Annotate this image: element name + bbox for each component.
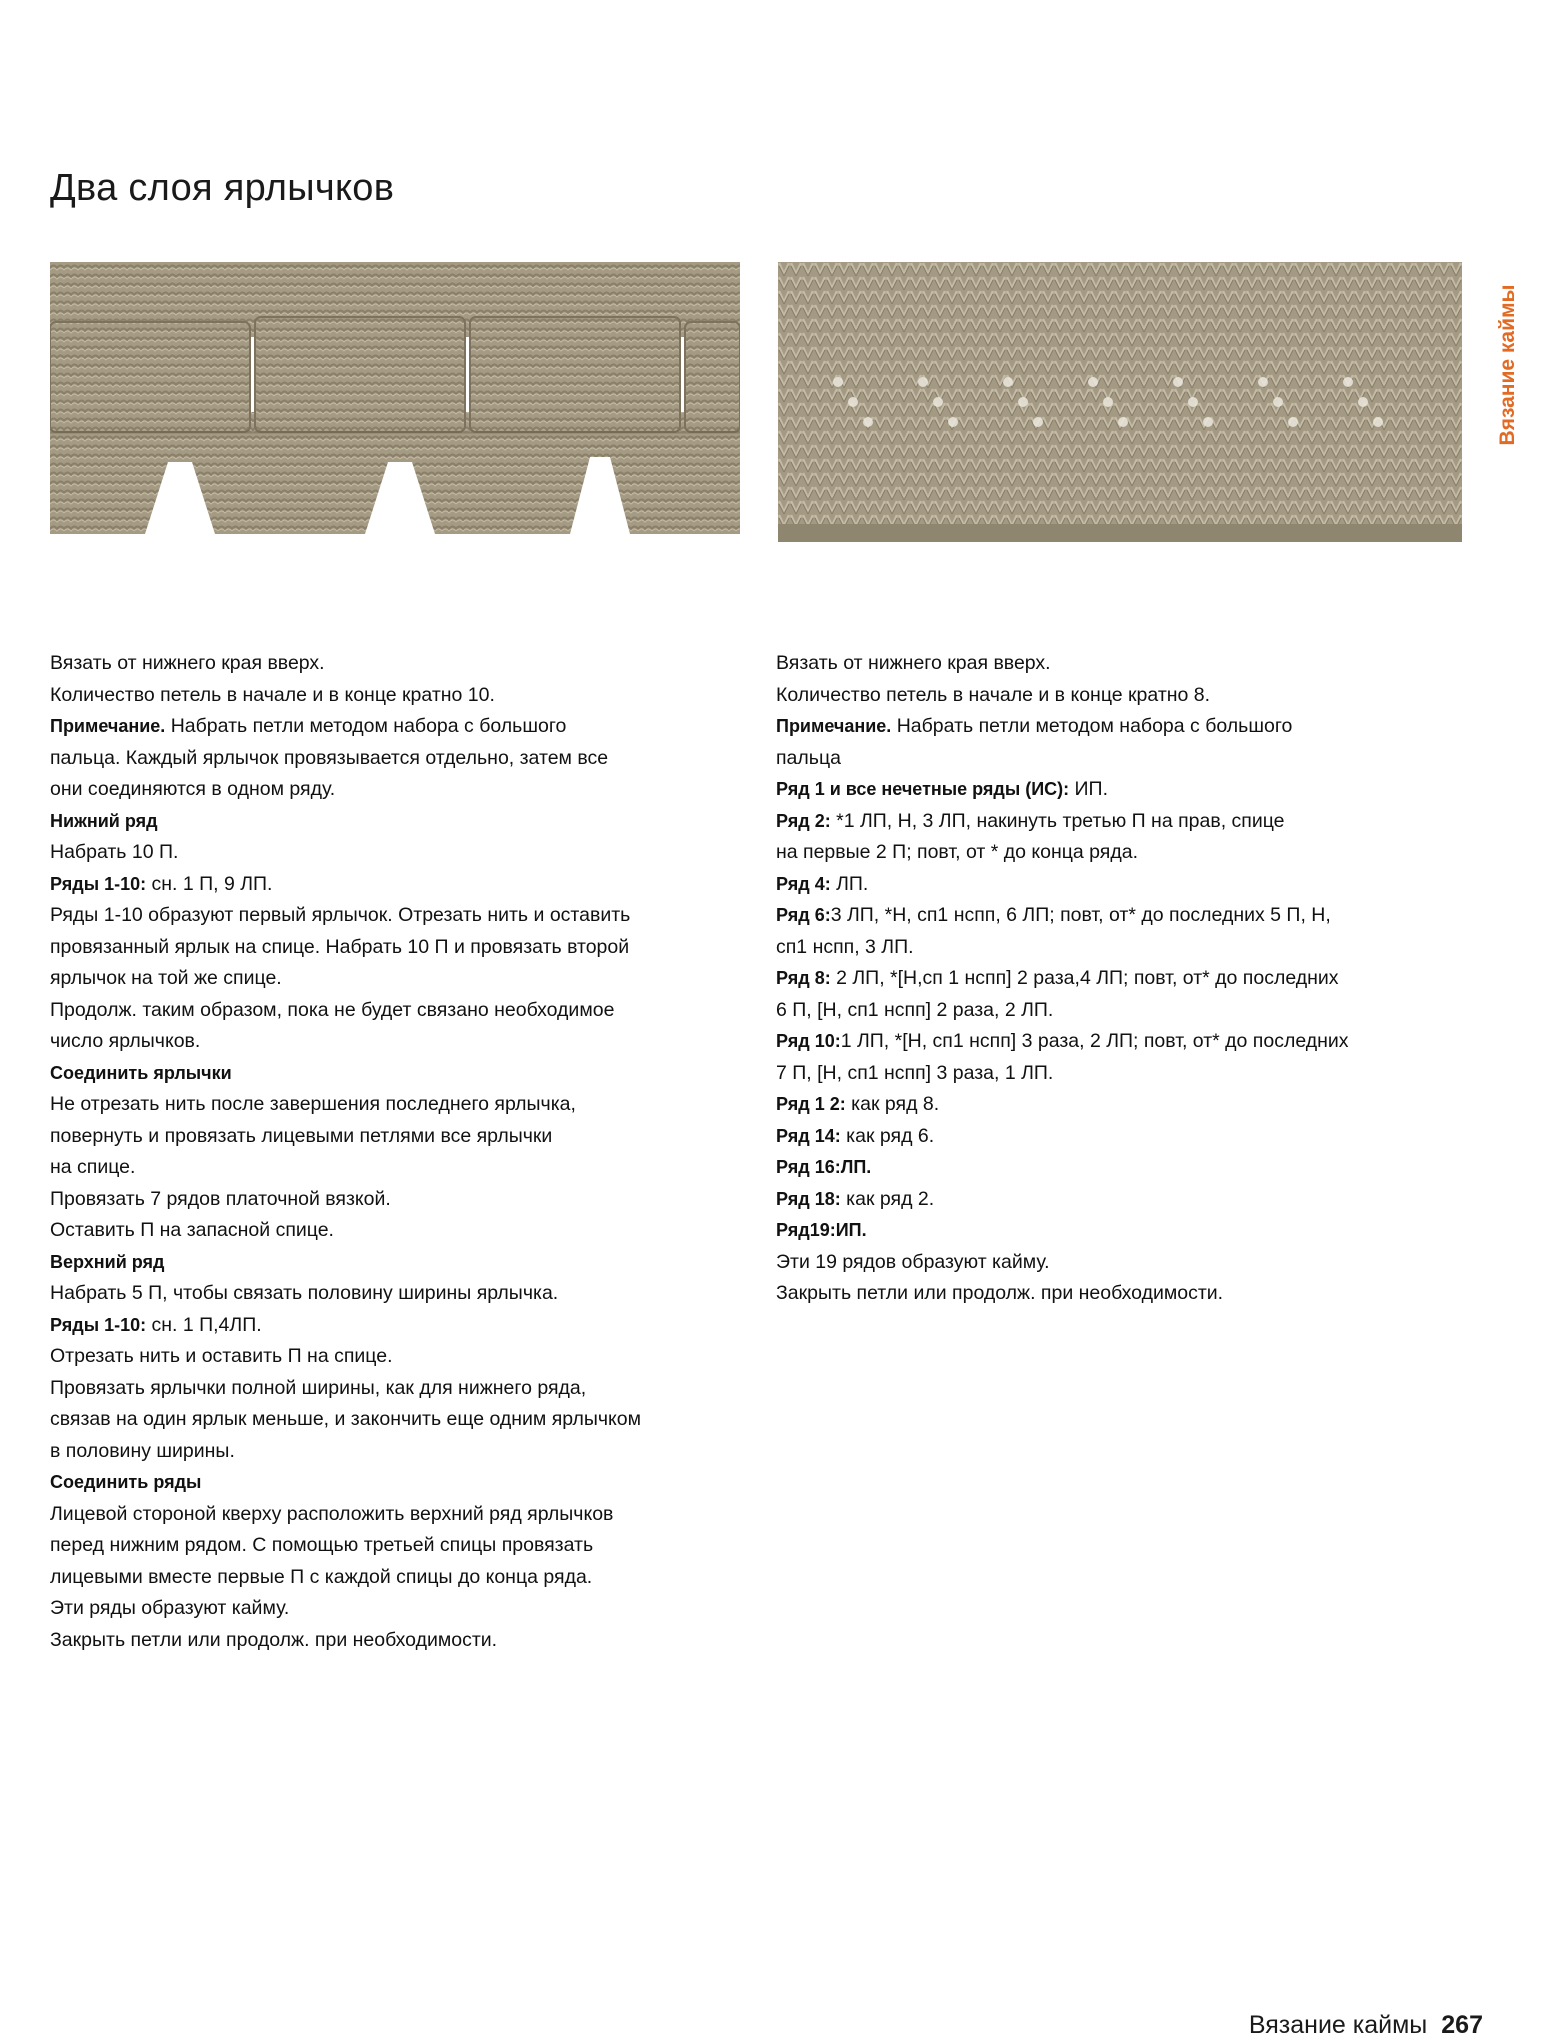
text-line: Закрыть петли или продолж. при необходимости. [776, 1282, 1224, 1304]
text-line: Оставить П на запасной спице. [50, 1219, 334, 1241]
text-line: Продолж. таким образом, пока не будет связано необходимое [50, 998, 615, 1021]
text-line: Не отрезать нить после завершения последнего ярлычка, [50, 1093, 576, 1115]
page-number: 267 [1441, 2011, 1483, 2039]
note-line: Примечание. Набрать петли методом набора с большого [50, 715, 567, 737]
tab-border-illustration [50, 262, 740, 534]
text-line: Набрать 5 П, чтобы связать половину ширины ярлычка. [50, 1282, 559, 1304]
row-line: Ряды 1-10: сн. 1 П, 9 ЛП. [50, 872, 273, 895]
text-line: связав на один ярлык меньше, и закончить еще одним ярлычком [50, 1408, 642, 1430]
text-line: на первые 2 П; повт, от * до конца ряда. [776, 841, 1139, 863]
text-line: они соединяются в одном ряду. [50, 778, 336, 800]
text-line: 7 П, [Н, сп1 нспп] 3 раза, 1 ЛП. [776, 1061, 1054, 1084]
text-line: Провязать ярлычки полной ширины, как для нижнего ряда, [50, 1376, 587, 1399]
section-tab [1488, 265, 1528, 465]
text-line: лицевыми вместе первые П с каждой спицы до конца ряда. [50, 1565, 593, 1588]
text-line: Количество петель в начале и в конце кратно 10. [50, 683, 495, 706]
row-line: Ряд 1 и все нечетные ряды (ИС): ИП. [776, 778, 1108, 800]
text-line: Эти 19 рядов образуют кайму. [776, 1250, 1050, 1273]
text-line: число ярлычков. [50, 1030, 201, 1052]
text-line: Закрыть петли или продолж. при необходимости. [50, 1628, 498, 1651]
text-line: перед нижним рядом. С помощью третьей спицы провязать [50, 1534, 594, 1556]
text-line: 6 П, [Н, сп1 нспп] 2 раза, 2 ЛП. [776, 998, 1054, 1021]
row-line: Ряд 2: *1 ЛП, Н, 3 ЛП, накинуть третью П на прав, спице [776, 809, 1285, 832]
text-line: провязанный ярлык на спице. Набрать 10 П и провязать второй [50, 935, 630, 958]
row-line: Ряд 18: как ряд 2. [776, 1187, 935, 1210]
text-line: повернуть и провязать лицевыми петлями все ярлычки [50, 1124, 553, 1147]
page-footer [1249, 2011, 1483, 2040]
text-line: Набрать 10 П. [50, 841, 179, 863]
text-line: на спице. [50, 1156, 136, 1178]
row-line: Ряд 1 2: как ряд 8. [776, 1093, 940, 1115]
lace-border-illustration [778, 262, 1462, 542]
text-line: Провязать 7 рядов платочной вязкой. [50, 1187, 391, 1210]
row-line: Ряд 10:1 ЛП, *[Н, сп1 нспп] 3 раза, 2 ЛП; повт, от* до последних [776, 1030, 1349, 1052]
text-line: сп1 нспп, 3 ЛП. [776, 935, 914, 958]
row-line: Ряд 6:3 ЛП, *Н, сп1 нспп, 6 ЛП; повт, от* до последних 5 П, Н, [776, 904, 1331, 926]
text-line: Эти ряды образуют кайму. [50, 1597, 290, 1619]
page-title: Два слоя ярлычков [50, 167, 395, 210]
section-heading: Нижний ряд [50, 810, 158, 831]
row-line: Ряды 1-10: сн. 1 П,4ЛП. [50, 1313, 262, 1336]
text-line: Вязать от нижнего края вверх. [776, 652, 1051, 674]
row-line: Ряд 14: как ряд 6. [776, 1124, 935, 1147]
section-heading: Соединить ярлычки [50, 1062, 232, 1083]
section-heading: Соединить ряды [50, 1472, 202, 1492]
footer-label: Вязание каймы [1248, 2011, 1428, 2039]
text-line: Вязать от нижнего края вверх. [50, 652, 325, 674]
section-heading: Верхний ряд [50, 1251, 165, 1272]
text-line: Отрезать нить и оставить П на спице. [50, 1345, 393, 1367]
row-line: Ряд19:ИП. [776, 1220, 867, 1240]
photo-lace-border [778, 262, 1462, 542]
photo-tab-border [50, 262, 740, 534]
text-line: ярлычок на той же спице. [50, 967, 282, 989]
row-line: Ряд 4: ЛП. [776, 872, 869, 895]
text-line: в половину ширины. [50, 1439, 235, 1462]
left-instructions [50, 648, 730, 1656]
section-tab-label: Вязание каймы [1496, 284, 1519, 446]
note-line: Примечание. Набрать петли методом набора с большого [776, 715, 1293, 737]
row-line: Ряд 16:ЛП. [776, 1157, 872, 1177]
text-line: Лицевой стороной кверху расположить верхний ряд ярлычков [50, 1502, 614, 1525]
right-instructions [776, 648, 1436, 1310]
text-line: пальца [776, 746, 841, 769]
text-line: пальца. Каждый ярлычок провязывается отдельно, затем все [50, 746, 609, 769]
row-line: Ряд 8: 2 ЛП, *[Н,сп 1 нспп] 2 раза,4 ЛП; повт, от* до последних [776, 967, 1339, 989]
text-line: Количество петель в начале и в конце кратно 8. [776, 683, 1211, 706]
text-line: Ряды 1-10 образуют первый ярлычок. Отрезать нить и оставить [50, 904, 631, 926]
